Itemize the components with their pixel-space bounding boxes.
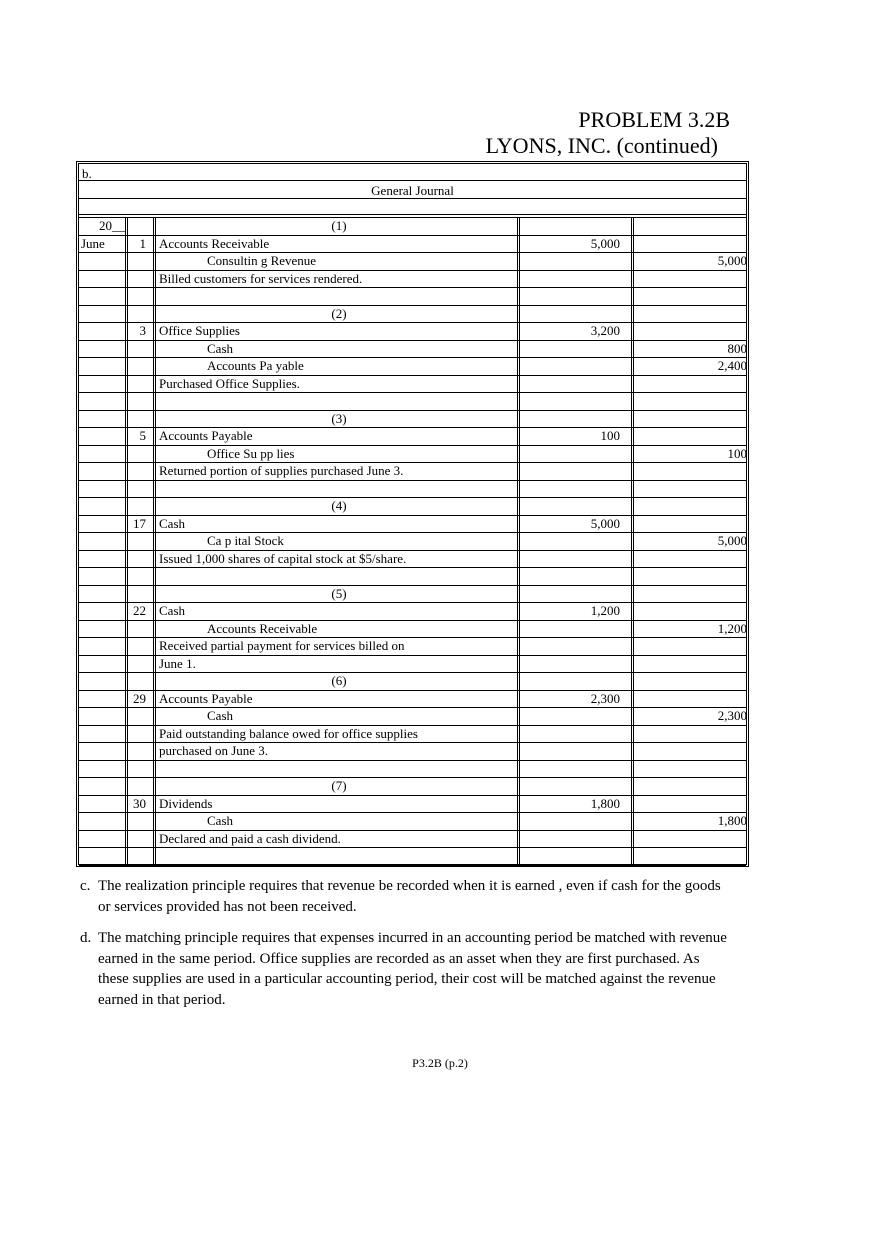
entry-day: 5	[139, 428, 146, 443]
credit-amount: 100	[727, 445, 747, 461]
entry-day: 29	[133, 690, 146, 706]
entry-description: Cash	[207, 813, 233, 828]
credit-amount	[635, 673, 747, 690]
journal-row	[79, 411, 746, 429]
debit-amount	[520, 288, 620, 305]
credit-amount	[635, 236, 747, 253]
credit-amount	[635, 638, 747, 655]
credit-amount	[635, 376, 747, 393]
debit-amount: 5,000	[590, 235, 620, 251]
entry-description: (3)	[331, 410, 347, 426]
general-journal-table	[76, 161, 749, 867]
debit-amount	[520, 656, 620, 673]
journal-row	[79, 778, 746, 796]
credit-amount: 2,300	[717, 708, 747, 723]
debit-amount	[520, 253, 620, 270]
journal-row	[79, 761, 746, 779]
debit-amount: 3,200	[590, 323, 620, 338]
journal-row	[79, 603, 746, 621]
journal-row	[79, 498, 746, 516]
credit-amount	[635, 796, 747, 813]
credit-amount: 5,000	[717, 253, 747, 268]
debit-amount	[520, 411, 620, 428]
debit-amount	[520, 621, 620, 638]
problem-title: PROBLEM 3.2B	[578, 107, 730, 132]
journal-row	[79, 376, 746, 394]
credit-amount	[635, 831, 747, 848]
entry-description: June 1.	[159, 655, 196, 671]
journal-row	[79, 516, 746, 534]
debit-amount	[520, 551, 620, 568]
entry-day: 1	[139, 235, 146, 251]
entry-description: (1)	[331, 218, 347, 233]
entry-day: 22	[133, 603, 146, 618]
journal-row	[79, 446, 746, 464]
debit-amount	[520, 218, 620, 235]
journal-row	[79, 586, 746, 604]
entry-description: Paid outstanding balance owed for office supplies	[159, 725, 418, 741]
credit-amount	[635, 516, 747, 533]
debit-amount	[520, 306, 620, 323]
credit-amount	[635, 271, 747, 288]
credit-amount	[635, 603, 747, 620]
year-label: 20__	[99, 218, 125, 233]
debit-amount	[520, 446, 620, 463]
credit-amount	[635, 323, 747, 340]
debit-amount: 1,200	[590, 603, 620, 618]
entry-description: Cash	[159, 603, 185, 618]
journal-row	[79, 743, 746, 761]
credit-amount	[635, 498, 747, 515]
credit-amount	[635, 411, 747, 428]
journal-row	[79, 463, 746, 481]
journal-row	[79, 306, 746, 324]
entry-day: 3	[139, 323, 146, 338]
debit-amount	[520, 638, 620, 655]
debit-amount: 1,800	[590, 795, 620, 811]
debit-amount: 5,000	[590, 515, 620, 531]
entry-description: (2)	[331, 305, 347, 321]
note-d	[80, 928, 730, 1010]
credit-amount: 800	[727, 340, 747, 356]
column-divider	[631, 218, 634, 864]
debit-amount	[520, 726, 620, 743]
journal-row	[79, 726, 746, 744]
credit-amount: 1,800	[717, 813, 747, 828]
entry-description: purchased on June 3.	[159, 743, 269, 758]
page-footer: P3.2B (p.2)	[412, 1056, 468, 1070]
note-c	[80, 876, 730, 917]
journal-row	[79, 481, 746, 499]
entry-description: Returned portion of supplies purchased June 3.	[159, 463, 404, 478]
credit-amount	[635, 586, 747, 603]
column-divider	[153, 218, 156, 864]
journal-row	[79, 673, 746, 691]
credit-amount	[635, 393, 747, 410]
debit-amount	[520, 708, 620, 725]
entry-description: Dividends	[159, 795, 213, 811]
entry-description: Accounts Payable	[159, 690, 253, 706]
journal-row	[79, 323, 746, 341]
company-title: LYONS, INC. (continued)	[485, 133, 718, 158]
entry-description: Billed customers for services rendered.	[159, 270, 363, 286]
entry-day: 17	[133, 515, 146, 531]
credit-amount	[635, 306, 747, 323]
debit-amount	[520, 498, 620, 515]
debit-amount	[520, 533, 620, 550]
credit-amount	[635, 691, 747, 708]
entry-description: Accounts Receivable	[159, 235, 270, 251]
debit-amount	[520, 271, 620, 288]
entry-day: 30	[133, 795, 146, 811]
note-d-label: d.	[80, 930, 92, 946]
entry-description: Accounts Pa yable	[207, 358, 304, 373]
entry-description: Cash	[159, 515, 185, 531]
note-c-label: c.	[80, 878, 91, 894]
credit-amount	[635, 428, 747, 445]
entry-description: (7)	[331, 778, 347, 793]
credit-amount	[635, 656, 747, 673]
column-divider	[517, 218, 520, 864]
debit-amount	[520, 831, 620, 848]
entry-description: Ca p ital Stock	[207, 533, 284, 548]
debit-amount	[520, 376, 620, 393]
entry-month: June	[81, 235, 105, 251]
debit-amount	[520, 481, 620, 498]
entry-description: Accounts Payable	[159, 428, 253, 443]
journal-row	[79, 656, 746, 674]
column-divider	[125, 218, 128, 864]
debit-amount	[520, 568, 620, 585]
credit-amount	[635, 778, 747, 795]
credit-amount	[635, 288, 747, 305]
entry-description: Cash	[207, 340, 233, 356]
journal-rows	[79, 218, 746, 866]
journal-row	[79, 253, 746, 271]
entry-description: Declared and paid a cash dividend.	[159, 830, 341, 846]
entry-description: Accounts Receivable	[207, 620, 318, 636]
journal-row	[79, 691, 746, 709]
journal-row	[79, 831, 746, 849]
credit-amount	[635, 568, 747, 585]
journal-row	[79, 568, 746, 586]
debit-amount	[520, 778, 620, 795]
debit-amount	[520, 358, 620, 375]
journal-row	[79, 393, 746, 411]
entry-description: Consultin g Revenue	[207, 253, 317, 268]
credit-amount	[635, 848, 747, 865]
note-c-text: The realization principle requires that revenue be recorded when it is earned , even if cash for the goods or services provided has not been received.	[98, 878, 721, 915]
entry-description: Office Supplies	[159, 323, 240, 338]
journal-row	[79, 533, 746, 551]
credit-amount	[635, 218, 747, 235]
part-label: b.	[82, 166, 92, 181]
credit-amount: 1,200	[717, 620, 747, 636]
credit-amount	[635, 743, 747, 760]
entry-description: (5)	[331, 585, 347, 601]
entry-description: Cash	[207, 708, 233, 723]
credit-amount	[635, 726, 747, 743]
debit-amount: 100	[600, 428, 620, 443]
credit-amount	[635, 551, 747, 568]
credit-amount: 2,400	[717, 358, 747, 373]
journal-row	[79, 341, 746, 359]
journal-row	[79, 236, 746, 254]
debit-amount	[520, 393, 620, 410]
journal-row	[79, 708, 746, 726]
credit-amount	[635, 761, 747, 778]
entry-description: (6)	[331, 673, 347, 688]
debit-amount: 2,300	[590, 690, 620, 706]
journal-row	[79, 288, 746, 306]
entry-description: Purchased Office Supplies.	[159, 375, 300, 391]
debit-amount	[520, 761, 620, 778]
credit-amount	[635, 463, 747, 480]
debit-amount	[520, 463, 620, 480]
entry-description: (4)	[331, 498, 347, 513]
journal-row	[79, 621, 746, 639]
entry-description: Received partial payment for services billed on	[159, 638, 405, 653]
journal-row	[79, 218, 746, 236]
debit-amount	[520, 341, 620, 358]
credit-amount	[635, 481, 747, 498]
journal-row	[79, 358, 746, 376]
debit-amount	[520, 743, 620, 760]
debit-amount	[520, 813, 620, 830]
journal-row	[79, 796, 746, 814]
journal-title: General Journal	[371, 183, 454, 198]
debit-amount	[520, 848, 620, 865]
journal-row	[79, 551, 746, 569]
journal-row	[79, 813, 746, 831]
journal-row	[79, 428, 746, 446]
entry-description: Issued 1,000 shares of capital stock at $5/share.	[159, 550, 407, 566]
debit-amount	[520, 673, 620, 690]
credit-amount: 5,000	[717, 533, 747, 548]
journal-row	[79, 848, 746, 866]
entry-description: Office Su pp lies	[207, 445, 295, 461]
debit-amount	[520, 586, 620, 603]
journal-row	[79, 638, 746, 656]
journal-row	[79, 271, 746, 289]
note-d-text: The matching principle requires that expenses incurred in an accounting period be matched with revenue earned in the same period. Office supplies are recorded as an asset when they are first purchased. As these supplies are used in a particular accounting period, their cost will be matched against the revenue earned in that period.	[98, 930, 727, 1008]
